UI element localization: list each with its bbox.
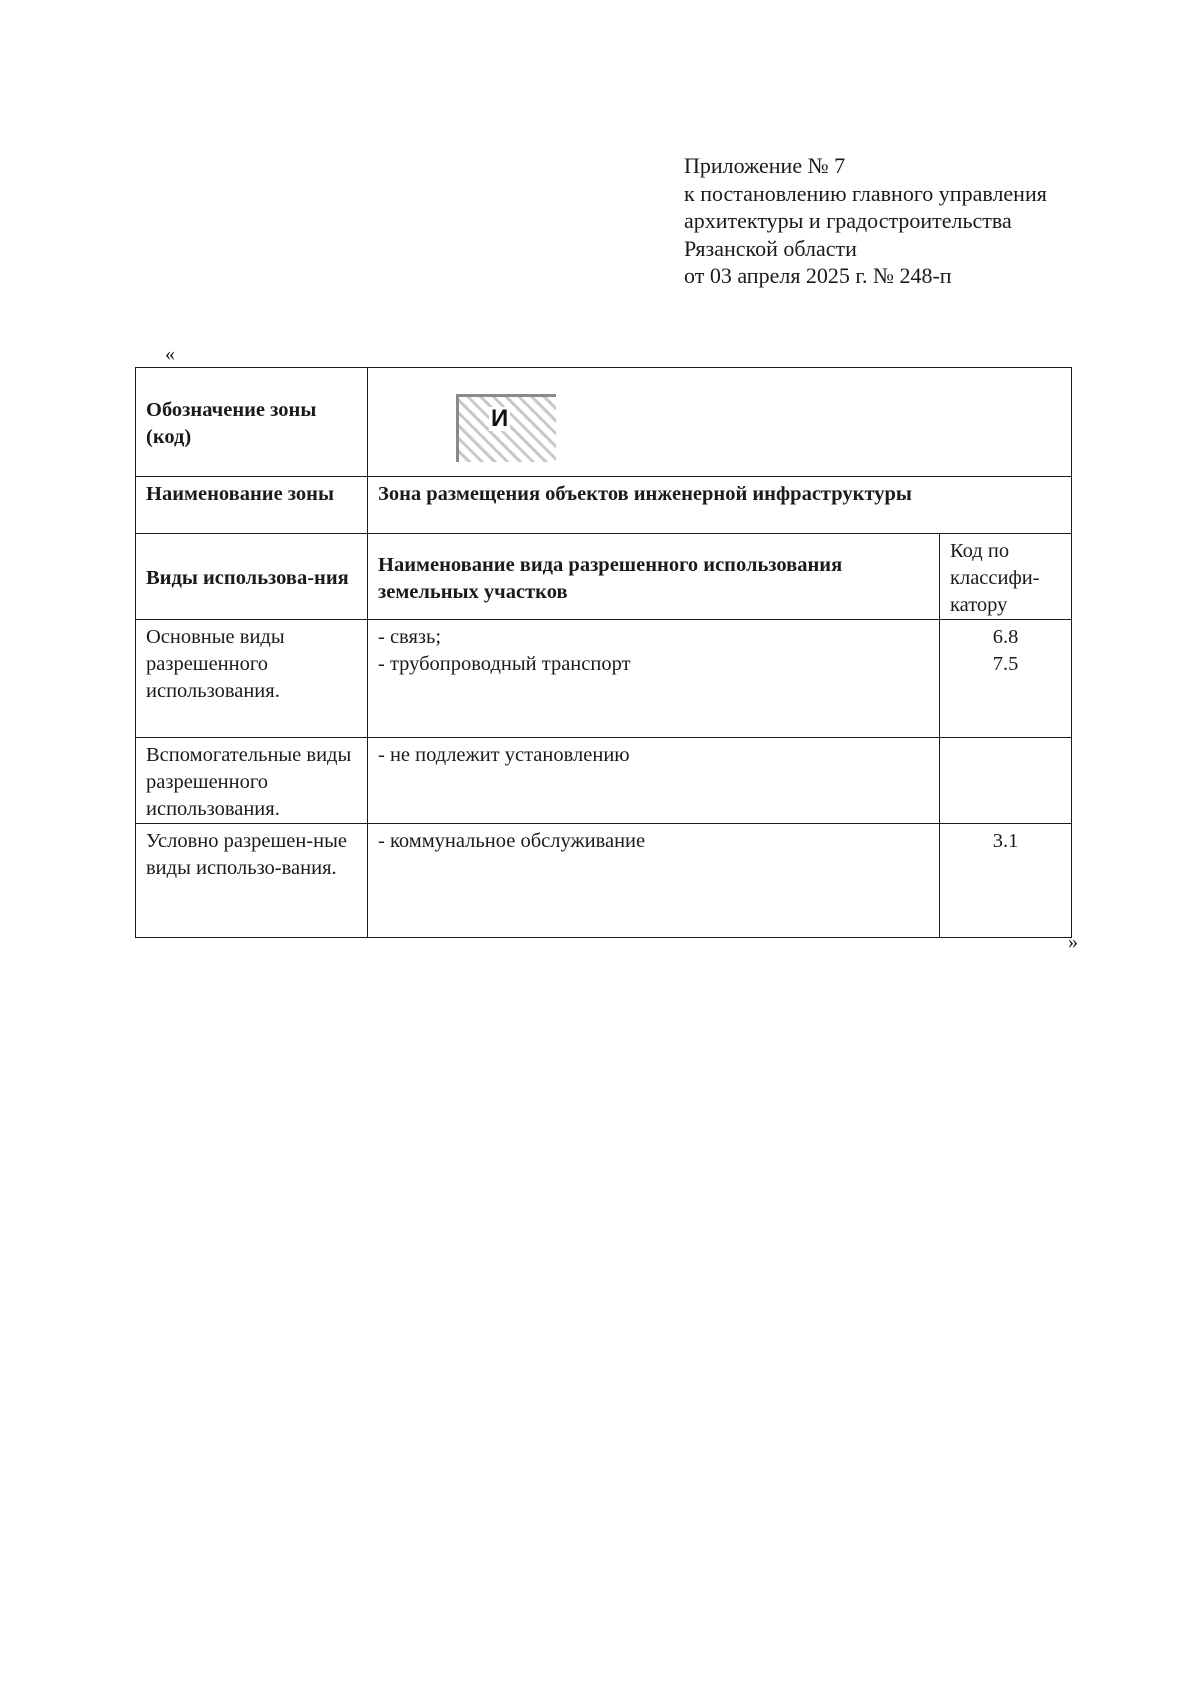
use-codes: [940, 738, 1072, 824]
list-item: - не подлежит установлению: [378, 744, 630, 766]
zone-symbol-icon: [456, 394, 556, 462]
use-items: [368, 738, 940, 824]
appendix-line: Приложение № 7: [684, 153, 846, 178]
zone-code-cell: [368, 368, 1072, 477]
classifier-code: 3.1: [992, 830, 1019, 852]
use-codes: [940, 620, 1072, 738]
zone-name-row: [136, 477, 1072, 534]
zone-name-label: Наименование зоны: [136, 477, 368, 534]
classifier-code: 7.5: [992, 653, 1019, 675]
table-row: [136, 824, 1072, 938]
classifier-code: 6.8: [992, 626, 1019, 648]
appendix-line: к постановлению главного управления: [684, 180, 1047, 206]
zone-code-label: Обозначение зоны (код): [136, 368, 368, 477]
closing-quote: »: [1068, 931, 1078, 953]
appendix-header: [684, 152, 1047, 290]
use-type: Основные виды разрешенного использования.: [136, 620, 368, 738]
appendix-line: от 03 апреля 2025 г. № 248-п: [684, 263, 952, 288]
use-codes: [940, 824, 1072, 938]
table-row: [136, 738, 1072, 824]
list-item: - коммунальное обслуживание: [378, 830, 646, 852]
appendix-line: архитектуры и градостроительства: [684, 208, 1012, 233]
opening-quote: «: [165, 343, 175, 365]
appendix-line: Рязанской области: [684, 235, 857, 261]
zone-code-row: [136, 368, 1072, 477]
use-type: Условно разрешен-ные виды использо-вания.: [136, 824, 368, 938]
uses-label: Виды использова-ния: [136, 534, 368, 620]
list-item: - трубопроводный транспорт: [378, 653, 631, 675]
zone-code-value: И: [491, 405, 509, 432]
zone-table: [135, 367, 1072, 938]
use-items: [368, 620, 940, 738]
list-item: - связь;: [378, 626, 442, 648]
zone-name-value: Зона размещения объектов инженерной инфраструктуры: [368, 477, 1072, 534]
uses-code-header: Код по классифи-катору: [940, 534, 1072, 620]
uses-header-row: [136, 534, 1072, 620]
table-row: [136, 620, 1072, 738]
use-type: Вспомогательные виды разрешенного использования.: [136, 738, 368, 824]
use-items: [368, 824, 940, 938]
uses-name-header: Наименование вида разрешенного использования земельных участков: [368, 534, 940, 620]
